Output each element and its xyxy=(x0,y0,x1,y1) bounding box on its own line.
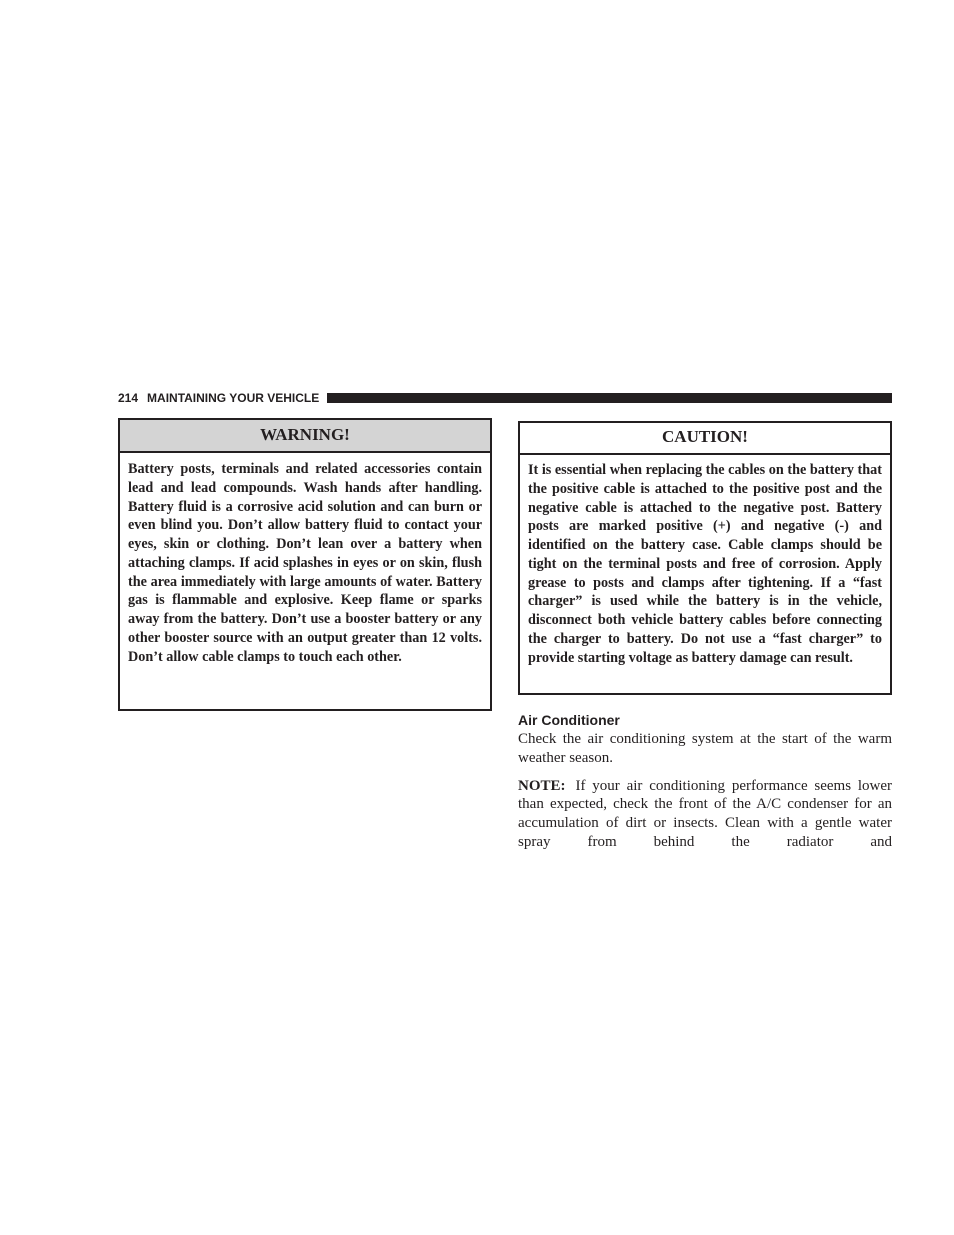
header-rule xyxy=(327,393,892,403)
caution-box xyxy=(518,421,892,695)
page-number: 214 xyxy=(118,391,139,405)
section-title: MAINTAINING YOUR VEHICLE xyxy=(147,391,320,405)
warning-body: Battery posts, terminals and related accessories contain lead and lead compounds. Wash hands after handling. Battery fluid is a corrosive acid solution and can burn or even blind you. Don’t allow battery fluid to contact your eyes, skin or clothing. Don’t lean over a battery when attaching clamps. If acid splashes in eyes or on skin, flush the area immediately with large amounts of water. Battery gas is flammable and explosive. Keep flame or sparks away from the battery. Don’t use a booster battery or any other booster source with an output greater than 12 volts. Don’t allow cable clamps to touch each other. xyxy=(128,461,482,665)
page-header xyxy=(118,390,892,406)
warning-box xyxy=(118,418,492,711)
air-conditioner-heading: Air Conditioner xyxy=(518,712,620,728)
note-label: NOTE: xyxy=(518,777,566,794)
air-conditioner-section xyxy=(518,710,892,852)
caution-title: CAUTION! xyxy=(520,423,890,455)
caution-body: It is essential when replacing the cables on the battery that the positive cable is attached to the positive post and the negative cable is attached to the negative post. Battery posts are marked positive (+) and negative (-) and identified on the battery case. Cable clamps should be tight on the terminal posts and free of corrosion. Apply grease to posts and clamps after tightening. If a “fast charger” is used while the battery is in the vehicle, disconnect both vehicle battery cables before connecting the charger to battery. Do not use a “fast charger” to provide starting voltage as battery damage can result. xyxy=(528,462,882,666)
note-text: If your air conditioning performance seems lower than expected, check the front of the A/C condenser for an accumulation of dirt or insects. Clean with a gentle water spray from behind the radiator and xyxy=(518,777,892,850)
air-conditioner-note xyxy=(518,777,892,852)
warning-title: WARNING! xyxy=(120,420,490,453)
air-conditioner-paragraph: Check the air conditioning system at the start of the warm weather season. xyxy=(518,731,892,766)
